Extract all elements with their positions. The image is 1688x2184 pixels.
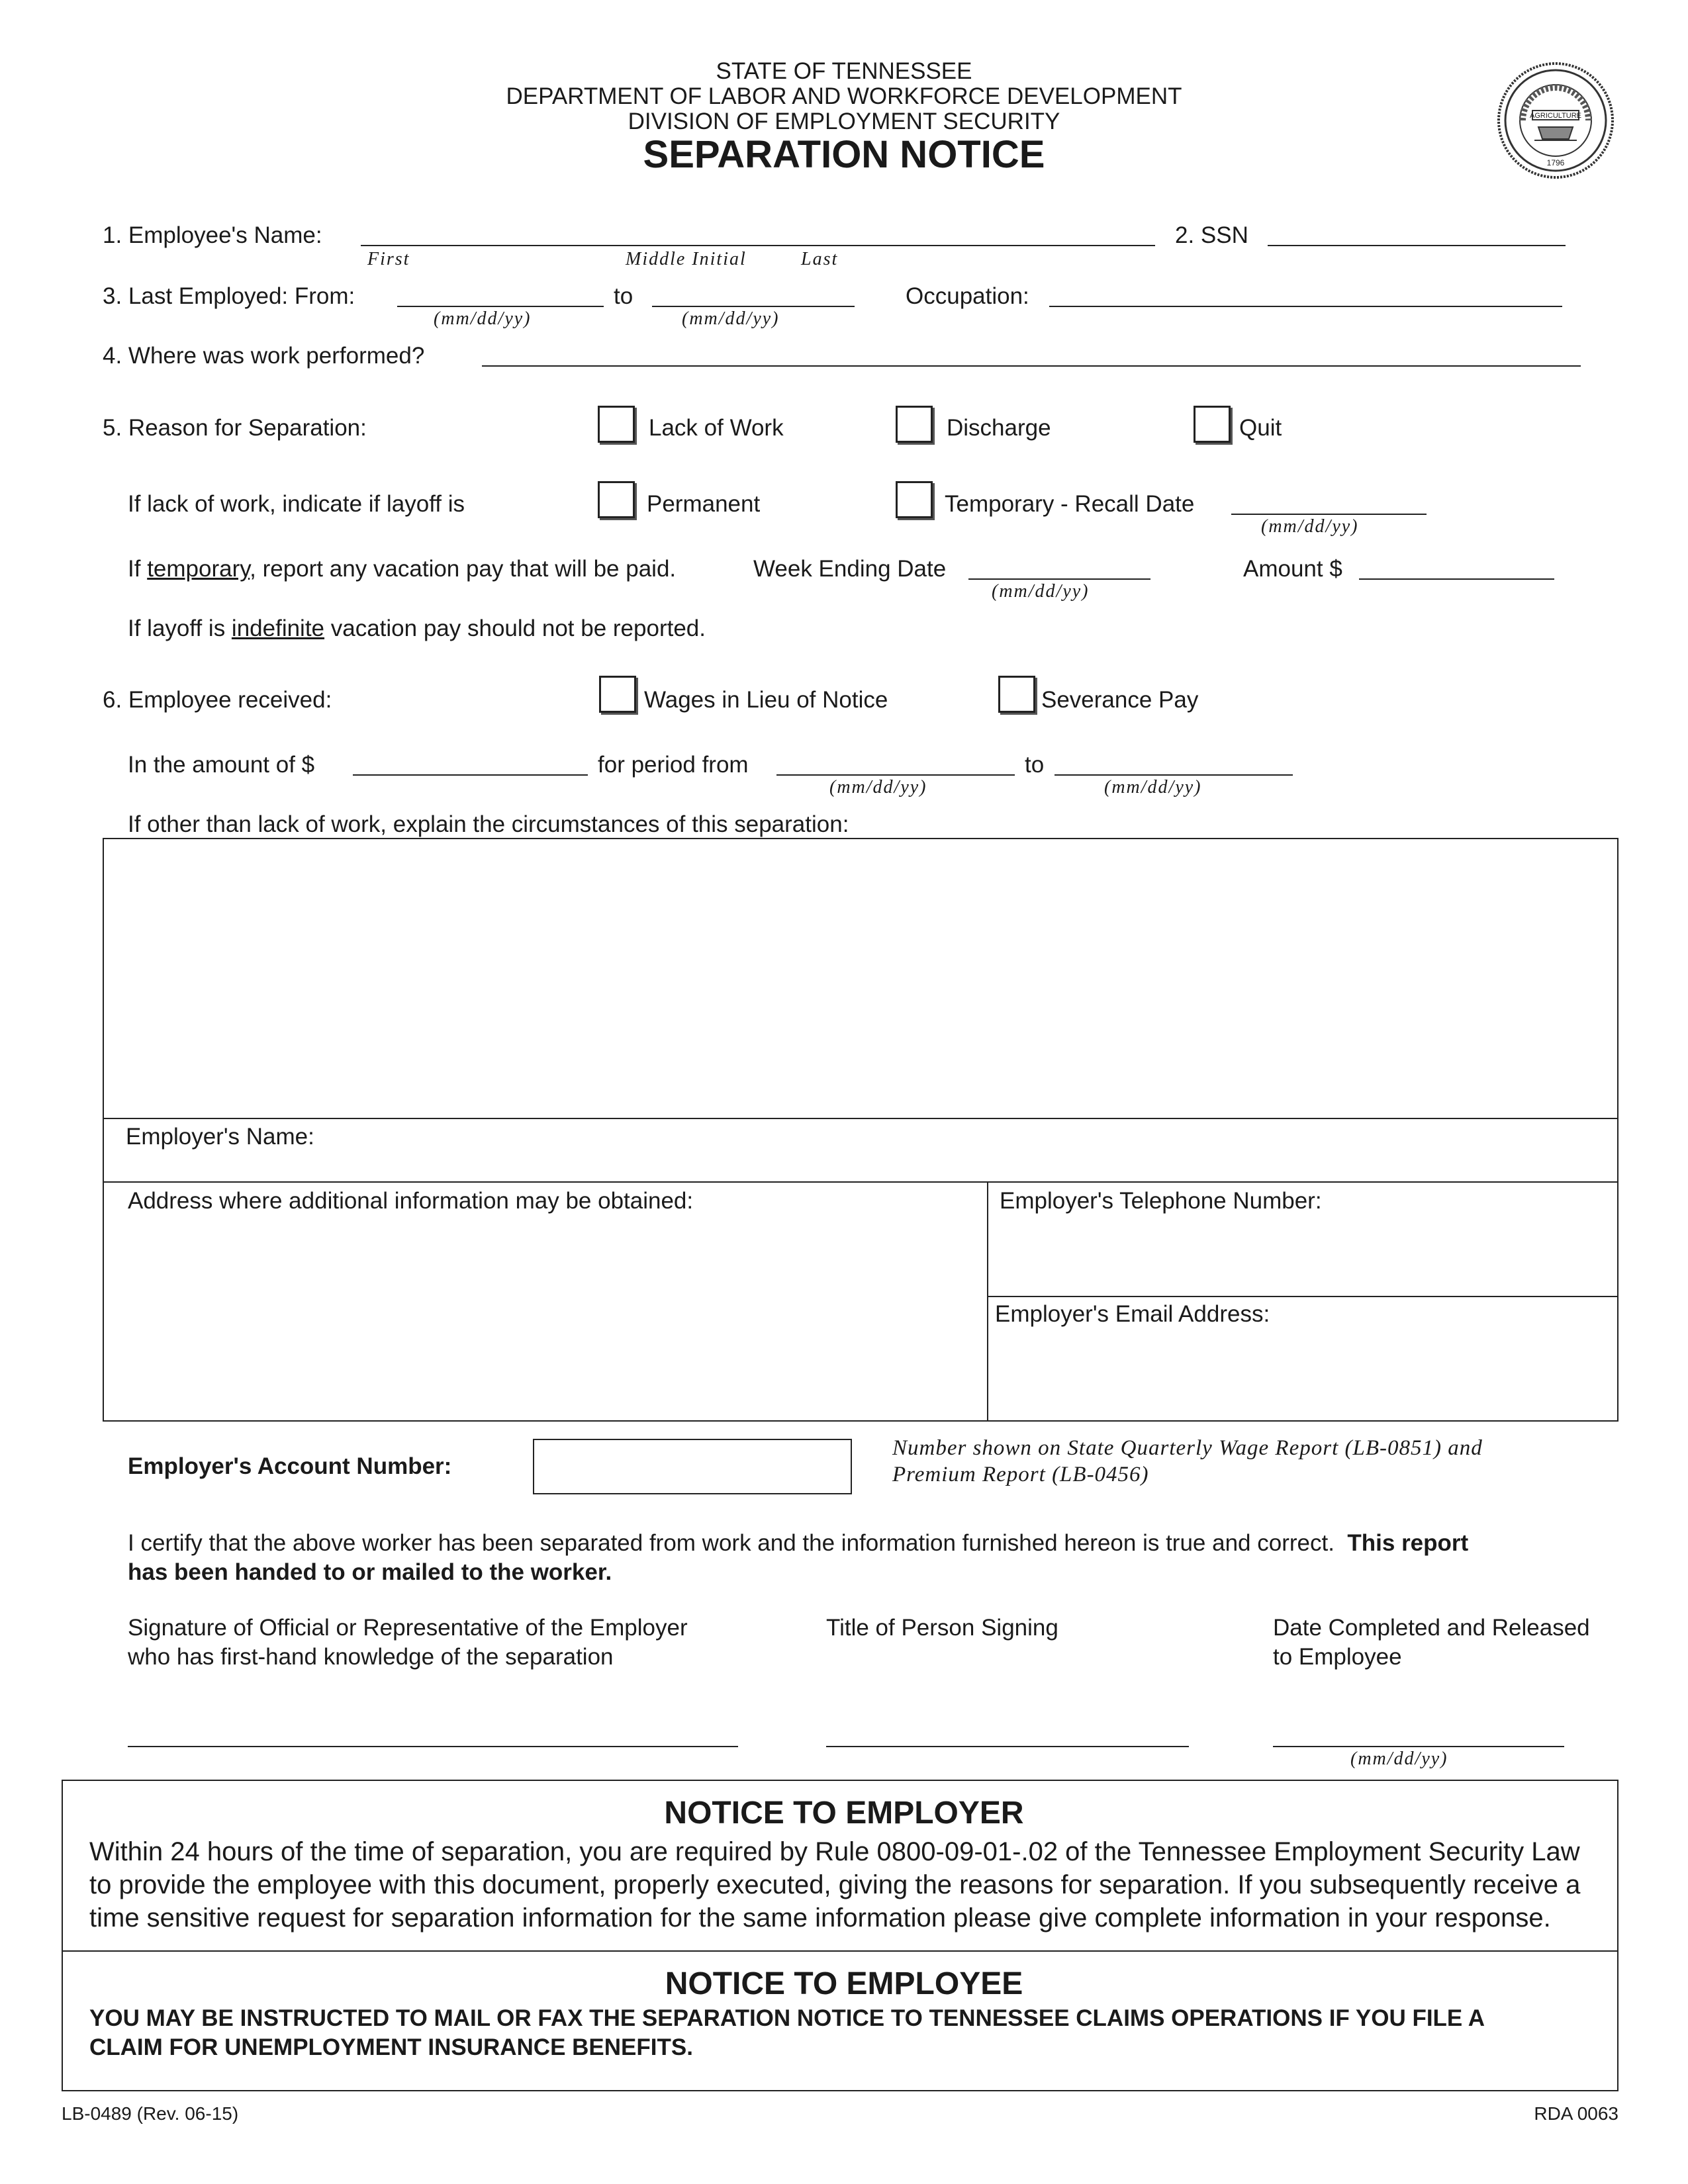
notice-employee-line-2: CLAIM FOR UNEMPLOYMENT INSURANCE BENEFITS. — [89, 2034, 693, 2060]
employed-to-field[interactable] — [652, 306, 855, 307]
work-performed-label: 4. Where was work performed? — [103, 343, 425, 369]
layoff-label: If lack of work, indicate if layoff is — [128, 491, 465, 517]
ssn-field[interactable] — [1268, 245, 1566, 246]
severance-checkbox[interactable] — [998, 676, 1035, 713]
rda-number: RDA 0063 — [1534, 2103, 1618, 2124]
permanent-label: Permanent — [647, 491, 761, 517]
wages-in-lieu-label: Wages in Lieu of Notice — [644, 687, 888, 713]
discharge-label: Discharge — [947, 415, 1051, 441]
temporary-checkbox[interactable] — [896, 481, 933, 518]
period-from-hint: (mm/dd/yy) — [829, 777, 927, 797]
notice-employer-line-2: to provide the employee with this document, properly executed, giving the reasons for separation. If you subsequently receive a — [89, 1870, 1581, 1899]
reason-label: 5. Reason for Separation: — [103, 415, 367, 441]
state-seal-icon — [1496, 61, 1615, 180]
period-from-label: for period from — [598, 752, 749, 778]
signature-label-line-1: Signature of Official or Representative of the Employer — [128, 1615, 688, 1641]
header-department: DEPARTMENT OF LABOR AND WORKFORCE DEVELOPMENT — [506, 83, 1182, 109]
employed-from-field[interactable] — [397, 306, 604, 307]
date-released-hint: (mm/dd/yy) — [1350, 1749, 1448, 1769]
employer-address-box[interactable] — [103, 1181, 988, 1422]
svg-text:AGRICULTURE: AGRICULTURE — [1529, 112, 1582, 120]
title-signing-label: Title of Person Signing — [826, 1615, 1058, 1641]
severance-label: Severance Pay — [1041, 687, 1199, 713]
name-first-hint: First — [367, 249, 410, 269]
occupation-field[interactable] — [1049, 306, 1562, 307]
header-state: STATE OF TENNESSEE — [716, 58, 972, 84]
date-released-field[interactable] — [1273, 1746, 1564, 1747]
name-last-hint: Last — [801, 249, 839, 269]
notice-employee-line-1: YOU MAY BE INSTRUCTED TO MAIL OR FAX THE SEPARATION NOTICE TO TENNESSEE CLAIMS OPERATIONS IF YOU FILE A — [89, 2005, 1485, 2031]
notice-employee-title: NOTICE TO EMPLOYEE — [665, 1966, 1023, 2001]
account-note-line-2: Premium Report (LB-0456) — [892, 1463, 1149, 1486]
occupation-label: Occupation: — [906, 283, 1029, 309]
notice-employer-line-1: Within 24 hours of the time of separation, you are required by Rule 0800-09-01-.02 of the Tennessee Employment Security Law — [89, 1837, 1580, 1866]
lack-of-work-label: Lack of Work — [649, 415, 784, 441]
employer-phone-label: Employer's Telephone Number: — [1000, 1188, 1322, 1214]
last-employed-label: 3. Last Employed: From: — [103, 283, 355, 309]
notice-employer-line-3: time sensitive request for separation information for the same information please give complete information in your response. — [89, 1903, 1551, 1933]
discharge-checkbox[interactable] — [896, 406, 933, 443]
employer-address-label: Address where additional information may be obtained: — [128, 1188, 694, 1214]
account-number-field[interactable] — [533, 1439, 852, 1494]
week-ending-label: Week Ending Date — [753, 556, 947, 582]
temporary-label: Temporary - Recall Date — [945, 491, 1195, 517]
page-title: SEPARATION NOTICE — [643, 133, 1045, 176]
received-label: 6. Employee received: — [103, 687, 332, 713]
indefinite-text: If layoff is indefinite vacation pay should not be reported. — [128, 615, 706, 641]
title-signing-field[interactable] — [826, 1746, 1189, 1747]
explanation-box[interactable] — [103, 838, 1618, 1119]
date-released-label-line-2: to Employee — [1273, 1644, 1402, 1670]
signature-field[interactable] — [128, 1746, 738, 1747]
amount-field[interactable] — [1359, 578, 1554, 580]
header-division: DIVISION OF EMPLOYMENT SECURITY — [628, 109, 1060, 134]
employer-name-box[interactable] — [103, 1118, 1618, 1183]
permanent-checkbox[interactable] — [598, 481, 635, 518]
period-to-label: to — [1025, 752, 1045, 778]
amount-of-label: In the amount of $ — [128, 752, 315, 778]
employer-name-label: Employer's Name: — [126, 1124, 314, 1150]
period-to-field[interactable] — [1055, 774, 1293, 776]
svg-text:1796: 1796 — [1546, 158, 1565, 167]
certify-text: I certify that the above worker has been separated from work and the information furnished hereon is true and correct. This report — [128, 1530, 1469, 1556]
account-note-line-1: Number shown on State Quarterly Wage Report (LB-0851) and — [892, 1436, 1483, 1460]
name-middle-hint: Middle Initial — [626, 249, 747, 269]
work-performed-field[interactable] — [482, 365, 1581, 367]
recall-date-hint: (mm/dd/yy) — [1261, 516, 1359, 537]
date-released-label-line-1: Date Completed and Released — [1273, 1615, 1590, 1641]
certify-bold-text: has been handed to or mailed to the worker. — [128, 1559, 612, 1585]
employed-to-label: to — [614, 283, 633, 309]
amount-of-field[interactable] — [353, 774, 588, 776]
account-number-label: Employer's Account Number: — [128, 1453, 452, 1479]
quit-label: Quit — [1239, 415, 1282, 441]
ssn-label: 2. SSN — [1175, 222, 1248, 248]
employer-email-label: Employer's Email Address: — [995, 1301, 1270, 1327]
week-ending-hint: (mm/dd/yy) — [992, 581, 1090, 602]
wages-in-lieu-checkbox[interactable] — [599, 676, 636, 713]
notice-employer-title: NOTICE TO EMPLOYER — [664, 1796, 1024, 1831]
period-from-field[interactable] — [776, 774, 1015, 776]
quit-checkbox[interactable] — [1194, 406, 1231, 443]
recall-date-field[interactable] — [1231, 514, 1427, 515]
employed-to-hint: (mm/dd/yy) — [682, 308, 780, 329]
signature-label-line-2: who has first-hand knowledge of the separation — [128, 1644, 614, 1670]
employee-name-field[interactable] — [361, 245, 1155, 246]
week-ending-field[interactable] — [968, 578, 1150, 580]
explain-label: If other than lack of work, explain the circumstances of this separation: — [128, 811, 849, 837]
lack-of-work-checkbox[interactable] — [598, 406, 635, 443]
employed-from-hint: (mm/dd/yy) — [434, 308, 532, 329]
amount-label: Amount $ — [1243, 556, 1342, 582]
period-to-hint: (mm/dd/yy) — [1104, 777, 1202, 797]
form-number: LB-0489 (Rev. 06-15) — [62, 2103, 239, 2124]
employee-name-label: 1. Employee's Name: — [103, 222, 322, 248]
temporary-vacation-text: If temporary, report any vacation pay that will be paid. — [128, 556, 677, 582]
